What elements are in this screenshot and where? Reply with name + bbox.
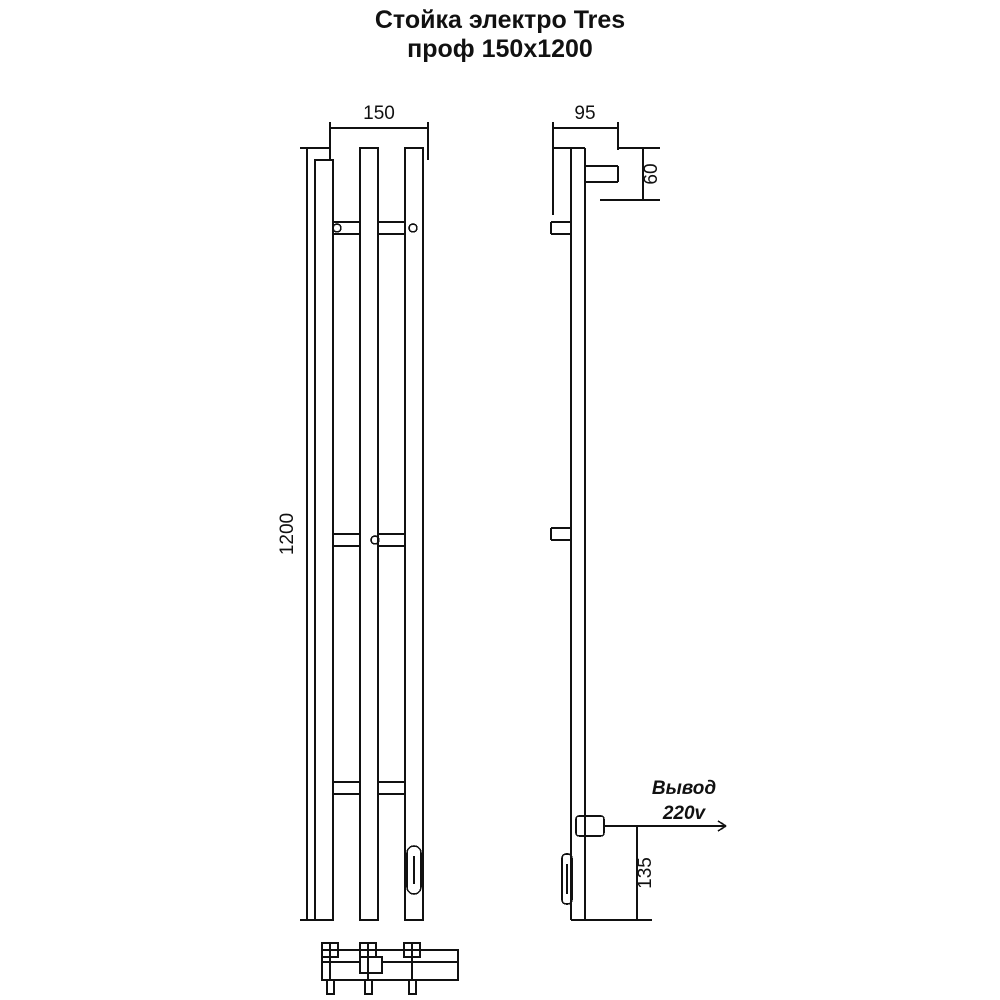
title-line-2: проф 150х1200 xyxy=(407,35,593,63)
side-mount-middle xyxy=(551,528,571,540)
dim-width-150 xyxy=(330,122,428,160)
front-bar-right xyxy=(405,148,423,920)
dim-label-width: 150 xyxy=(363,103,395,124)
bottom-detail-view xyxy=(322,943,458,994)
dim-depth-95 xyxy=(553,122,618,150)
side-profile-body xyxy=(571,148,585,920)
side-power-outlet xyxy=(576,816,604,836)
outlet-note-line-2: 220v xyxy=(662,803,706,824)
side-mount-upper xyxy=(551,222,571,234)
dim-label-outlet-height: 135 xyxy=(635,857,656,889)
title-line-1: Стойка электро Tres xyxy=(374,6,626,34)
dim-label-depth: 95 xyxy=(574,103,596,124)
front-mount-lower xyxy=(333,782,405,794)
front-control-panel xyxy=(407,846,421,894)
dim-label-height: 1200 xyxy=(277,512,298,556)
front-mount-middle xyxy=(333,534,405,546)
front-bar-middle xyxy=(360,148,378,920)
front-bar-left xyxy=(315,160,333,920)
outlet-note-line-1: Вывод xyxy=(651,778,717,799)
dim-label-bracket: 60 xyxy=(641,163,662,185)
